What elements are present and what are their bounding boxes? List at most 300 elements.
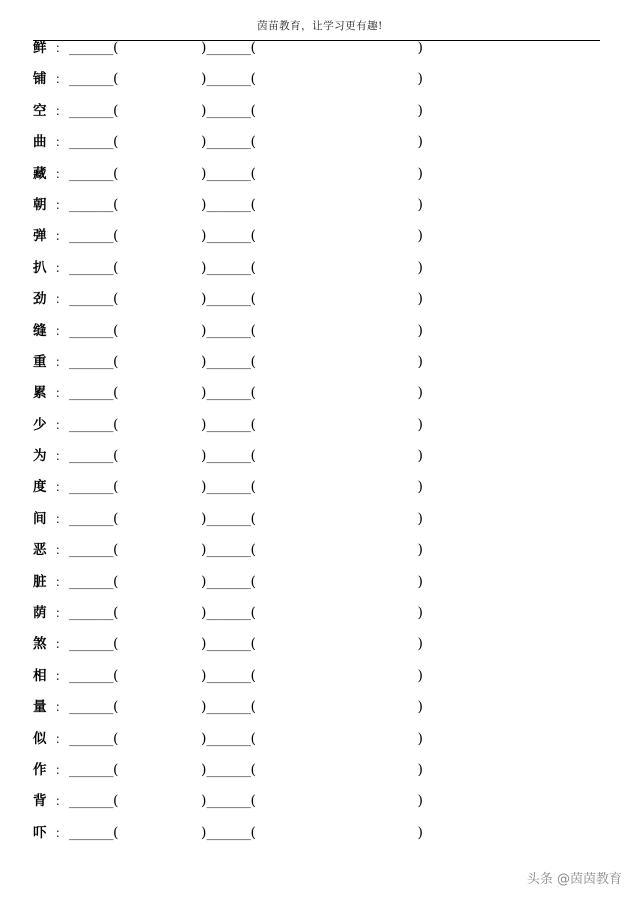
answer-blank[interactable]: ______	[206, 606, 251, 622]
paren-open: (	[112, 573, 119, 590]
paren-close: )	[201, 479, 207, 496]
table-row	[33, 193, 603, 224]
table-row	[33, 162, 603, 193]
colon-separator: ：	[55, 637, 68, 652]
answer-blank[interactable]: ______	[69, 72, 113, 88]
answer-blank[interactable]: ______	[206, 762, 251, 778]
answer-blank[interactable]: ______	[206, 794, 251, 810]
colon-separator: ：	[55, 511, 68, 526]
character-prompt: 缝	[33, 322, 47, 339]
row-answer-slot-2	[351, 228, 423, 244]
row-answer-slot-1	[201, 542, 351, 558]
character-prompt: 间	[33, 510, 47, 527]
answer-blank[interactable]: ______	[69, 229, 113, 245]
paren-open: (	[112, 385, 119, 402]
paren-open: (	[250, 448, 256, 465]
answer-blank[interactable]: ______	[69, 417, 113, 433]
paren-open: (	[250, 824, 256, 841]
paren-open: (	[250, 793, 256, 810]
table-row	[33, 727, 603, 758]
row-answer-slot-1	[201, 825, 351, 841]
row-answer-slot-2	[351, 825, 423, 841]
row-answer-slot-2	[351, 668, 423, 684]
table-row	[33, 632, 603, 663]
paren-close: )	[417, 40, 423, 56]
answer-blank[interactable]: ______	[69, 354, 113, 370]
character-prompt: 鲜	[33, 40, 47, 56]
paren-close: )	[417, 102, 423, 119]
row-prompt	[33, 444, 201, 464]
answer-blank[interactable]: ______	[206, 480, 251, 496]
row-answer-slot-2	[351, 40, 423, 56]
paren-close: )	[201, 793, 207, 810]
row-answer-slot-1	[201, 197, 351, 213]
paren-open: (	[250, 416, 256, 433]
paren-close: )	[417, 793, 423, 810]
paren-open: (	[112, 71, 119, 88]
table-row	[33, 99, 603, 130]
paren-close: )	[417, 824, 423, 841]
paren-open: (	[112, 542, 119, 559]
paren-open: (	[250, 353, 256, 370]
character-prompt: 累	[33, 385, 47, 402]
colon-separator: ：	[55, 354, 68, 369]
row-answer-slot-1	[201, 636, 351, 652]
character-prompt: 似	[33, 730, 47, 747]
answer-blank[interactable]: ______	[69, 511, 113, 527]
paren-close: )	[417, 416, 423, 433]
colon-separator: ：	[55, 417, 68, 432]
paren-open: (	[250, 134, 256, 151]
answer-blank[interactable]: ______	[69, 574, 113, 590]
answer-blank[interactable]: ______	[206, 72, 251, 88]
paren-close: )	[417, 448, 423, 465]
paren-open: (	[250, 699, 256, 716]
character-prompt: 作	[33, 761, 47, 778]
row-answer-slot-2	[351, 479, 423, 495]
row-answer-slot-1	[201, 668, 351, 684]
character-prompt: 煞	[33, 636, 47, 653]
answer-blank[interactable]: ______	[206, 103, 251, 119]
colon-separator: ：	[55, 72, 68, 87]
row-prompt	[33, 287, 201, 307]
answer-blank[interactable]: ______	[206, 41, 251, 56]
exercise-row-list	[33, 36, 603, 852]
row-answer-slot-2	[351, 448, 423, 464]
character-prompt: 朝	[33, 196, 47, 213]
answer-blank[interactable]: ______	[206, 292, 251, 308]
paren-open: (	[250, 730, 256, 747]
row-answer-slot-1	[201, 417, 351, 433]
row-answer-slot-1	[201, 134, 351, 150]
colon-separator: ：	[55, 166, 68, 181]
row-answer-slot-2	[351, 417, 423, 433]
paren-open: (	[250, 542, 256, 559]
row-prompt	[33, 632, 201, 652]
paren-open: (	[112, 40, 119, 56]
table-row	[33, 381, 603, 412]
row-answer-slot-1	[201, 103, 351, 119]
character-prompt: 藏	[33, 165, 47, 182]
colon-separator: ：	[55, 606, 68, 621]
paren-close: )	[417, 636, 423, 653]
paren-close: )	[417, 667, 423, 684]
answer-blank[interactable]: ______	[69, 135, 113, 151]
row-answer-slot-1	[201, 260, 351, 276]
answer-blank[interactable]: ______	[206, 386, 251, 402]
answer-blank[interactable]: ______	[206, 731, 251, 747]
paren-close: )	[417, 479, 423, 496]
character-prompt: 曲	[33, 134, 47, 151]
row-prompt	[33, 601, 201, 621]
paren-close: )	[417, 542, 423, 559]
row-answer-slot-1	[201, 699, 351, 715]
character-prompt: 度	[33, 479, 47, 496]
answer-blank[interactable]: ______	[206, 260, 251, 276]
paren-open: (	[112, 824, 119, 841]
paren-close: )	[201, 636, 207, 653]
row-answer-slot-1	[201, 354, 351, 370]
character-prompt: 劲	[33, 291, 47, 308]
paren-open: (	[112, 353, 119, 370]
character-prompt: 少	[33, 416, 47, 433]
row-answer-slot-2	[351, 511, 423, 527]
paren-close: )	[417, 322, 423, 339]
row-prompt	[33, 789, 201, 809]
paren-open: (	[250, 196, 256, 213]
row-prompt	[33, 130, 201, 150]
paren-close: )	[417, 353, 423, 370]
answer-blank[interactable]: ______	[69, 637, 113, 653]
paren-close: )	[201, 165, 207, 182]
paren-close: )	[417, 605, 423, 622]
paren-open: (	[112, 196, 119, 213]
paren-close: )	[201, 71, 207, 88]
row-answer-slot-1	[201, 71, 351, 87]
row-answer-slot-1	[201, 40, 351, 56]
character-prompt: 扒	[33, 259, 47, 276]
paren-open: (	[250, 259, 256, 276]
colon-separator: ：	[55, 731, 68, 746]
answer-blank[interactable]: ______	[69, 103, 113, 119]
row-prompt	[33, 507, 201, 527]
character-prompt: 重	[33, 353, 47, 370]
answer-blank[interactable]: ______	[69, 260, 113, 276]
paren-open: (	[112, 699, 119, 716]
answer-blank[interactable]: ______	[206, 197, 251, 213]
paren-open: (	[250, 322, 256, 339]
colon-separator: ：	[55, 41, 68, 55]
colon-separator: ：	[55, 700, 68, 715]
paren-open: (	[250, 667, 256, 684]
row-prompt	[33, 67, 201, 87]
row-prompt	[33, 538, 201, 558]
table-row	[33, 224, 603, 255]
paren-open: (	[250, 228, 256, 245]
answer-blank[interactable]: ______	[206, 166, 251, 182]
paren-close: )	[417, 510, 423, 527]
row-answer-slot-1	[201, 574, 351, 590]
paren-open: (	[250, 479, 256, 496]
paren-open: (	[112, 322, 119, 339]
row-answer-slot-2	[351, 103, 423, 119]
paren-open: (	[250, 605, 256, 622]
table-row	[33, 570, 603, 601]
answer-blank[interactable]: ______	[69, 449, 113, 465]
answer-blank[interactable]: ______	[69, 292, 113, 308]
table-row	[33, 507, 603, 538]
answer-blank[interactable]: ______	[69, 41, 113, 56]
table-row	[33, 130, 603, 161]
row-prompt	[33, 162, 201, 182]
row-answer-slot-1	[201, 166, 351, 182]
row-prompt	[33, 664, 201, 684]
character-prompt: 为	[33, 448, 47, 465]
colon-separator: ：	[55, 229, 68, 244]
row-prompt	[33, 821, 201, 841]
row-prompt	[33, 99, 201, 119]
header-title: 茵苗教育，让学习更有趣!	[257, 20, 383, 32]
colon-separator: ：	[55, 762, 68, 777]
paren-close: )	[417, 730, 423, 747]
paren-open: (	[250, 40, 256, 56]
row-answer-slot-2	[351, 323, 423, 339]
answer-blank[interactable]: ______	[206, 574, 251, 590]
paren-close: )	[417, 761, 423, 778]
paren-open: (	[112, 228, 119, 245]
paren-open: (	[112, 793, 119, 810]
row-answer-slot-2	[351, 134, 423, 150]
colon-separator: ：	[55, 260, 68, 275]
answer-blank[interactable]: ______	[69, 480, 113, 496]
paren-close: )	[201, 605, 207, 622]
colon-separator: ：	[55, 794, 68, 809]
row-prompt	[33, 193, 201, 213]
paren-close: )	[417, 573, 423, 590]
colon-separator: ：	[55, 543, 68, 558]
paren-close: )	[201, 196, 207, 213]
row-answer-slot-1	[201, 605, 351, 621]
watermark-label: 头条 @茵茵教育	[526, 872, 622, 887]
paren-close: )	[417, 228, 423, 245]
paren-open: (	[112, 510, 119, 527]
row-answer-slot-1	[201, 762, 351, 778]
answer-blank[interactable]: ______	[69, 323, 113, 339]
answer-blank[interactable]: ______	[69, 197, 113, 213]
paren-close: )	[201, 228, 207, 245]
paren-close: )	[201, 824, 207, 841]
answer-blank[interactable]: ______	[206, 417, 251, 433]
character-prompt: 脏	[33, 573, 47, 590]
colon-separator: ：	[55, 449, 68, 464]
paren-close: )	[417, 71, 423, 88]
paren-open: (	[112, 102, 119, 119]
paren-close: )	[201, 510, 207, 527]
colon-separator: ：	[55, 668, 68, 683]
paren-close: )	[417, 699, 423, 716]
paren-close: )	[201, 353, 207, 370]
character-prompt: 背	[33, 793, 47, 810]
answer-blank[interactable]: ______	[206, 323, 251, 339]
paren-open: (	[112, 667, 119, 684]
character-prompt: 荫	[33, 605, 47, 622]
paren-close: )	[201, 699, 207, 716]
answer-blank[interactable]: ______	[69, 668, 113, 684]
colon-separator: ：	[55, 574, 68, 589]
paren-open: (	[112, 730, 119, 747]
row-answer-slot-1	[201, 511, 351, 527]
table-row	[33, 789, 603, 820]
row-answer-slot-2	[351, 574, 423, 590]
paren-close: )	[201, 448, 207, 465]
paren-close: )	[201, 102, 207, 119]
paren-close: )	[417, 259, 423, 276]
page-header	[0, 18, 640, 33]
table-row	[33, 444, 603, 475]
table-row	[33, 695, 603, 726]
row-answer-slot-2	[351, 71, 423, 87]
character-prompt: 铺	[33, 71, 47, 88]
table-row	[33, 256, 603, 287]
row-answer-slot-2	[351, 197, 423, 213]
table-row	[33, 758, 603, 789]
row-answer-slot-1	[201, 731, 351, 747]
paren-open: (	[250, 291, 256, 308]
row-answer-slot-2	[351, 166, 423, 182]
paren-open: (	[112, 448, 119, 465]
answer-blank[interactable]: ______	[206, 543, 251, 559]
paren-open: (	[112, 479, 119, 496]
row-prompt	[33, 36, 201, 56]
paren-open: (	[112, 165, 119, 182]
paren-close: )	[417, 196, 423, 213]
paren-open: (	[250, 636, 256, 653]
paren-close: )	[417, 291, 423, 308]
answer-blank[interactable]: ______	[69, 386, 113, 402]
answer-blank[interactable]: ______	[206, 229, 251, 245]
character-prompt: 空	[33, 102, 47, 119]
row-answer-slot-2	[351, 762, 423, 778]
colon-separator: ：	[55, 323, 68, 338]
colon-separator: ：	[55, 480, 68, 495]
paren-close: )	[201, 134, 207, 151]
paren-close: )	[201, 542, 207, 559]
paren-close: )	[417, 165, 423, 182]
paren-open: (	[250, 385, 256, 402]
answer-blank[interactable]: ______	[69, 825, 113, 841]
paren-close: )	[417, 134, 423, 151]
row-answer-slot-1	[201, 291, 351, 307]
row-prompt	[33, 475, 201, 495]
answer-blank[interactable]: ______	[69, 166, 113, 182]
paren-open: (	[250, 165, 256, 182]
paren-open: (	[112, 605, 119, 622]
answer-blank[interactable]: ______	[69, 762, 113, 778]
table-row	[33, 36, 603, 67]
row-prompt	[33, 695, 201, 715]
table-row	[33, 319, 603, 350]
paren-open: (	[112, 761, 119, 778]
character-prompt: 吓	[33, 824, 47, 841]
answer-blank[interactable]: ______	[69, 606, 113, 622]
paren-close: )	[201, 761, 207, 778]
answer-blank[interactable]: ______	[206, 700, 251, 716]
row-answer-slot-2	[351, 291, 423, 307]
answer-blank[interactable]: ______	[206, 637, 251, 653]
paren-close: )	[417, 385, 423, 402]
colon-separator: ：	[55, 386, 68, 401]
paren-close: )	[201, 730, 207, 747]
answer-blank[interactable]: ______	[69, 731, 113, 747]
paren-open: (	[250, 510, 256, 527]
table-row	[33, 413, 603, 444]
row-answer-slot-2	[351, 542, 423, 558]
paren-open: (	[250, 71, 256, 88]
table-row	[33, 538, 603, 569]
row-prompt	[33, 727, 201, 747]
row-prompt	[33, 224, 201, 244]
paren-open: (	[112, 259, 119, 276]
paren-open: (	[112, 416, 119, 433]
answer-blank[interactable]: ______	[206, 449, 251, 465]
colon-separator: ：	[55, 825, 68, 840]
watermark	[527, 868, 622, 887]
row-answer-slot-2	[351, 636, 423, 652]
row-prompt	[33, 413, 201, 433]
answer-blank[interactable]: ______	[206, 511, 251, 527]
row-answer-slot-2	[351, 260, 423, 276]
row-answer-slot-1	[201, 448, 351, 464]
table-row	[33, 350, 603, 381]
colon-separator: ：	[55, 135, 68, 150]
paren-close: )	[201, 385, 207, 402]
colon-separator: ：	[55, 292, 68, 307]
table-row	[33, 67, 603, 98]
colon-separator: ：	[55, 103, 68, 118]
table-row	[33, 601, 603, 632]
row-prompt	[33, 570, 201, 590]
paren-close: )	[201, 259, 207, 276]
row-prompt	[33, 381, 201, 401]
row-answer-slot-2	[351, 354, 423, 370]
row-prompt	[33, 319, 201, 339]
paren-open: (	[250, 761, 256, 778]
answer-blank[interactable]: ______	[69, 700, 113, 716]
answer-blank[interactable]: ______	[69, 794, 113, 810]
row-answer-slot-2	[351, 731, 423, 747]
answer-blank[interactable]: ______	[206, 135, 251, 151]
answer-blank[interactable]: ______	[206, 354, 251, 370]
row-answer-slot-1	[201, 385, 351, 401]
paren-close: )	[201, 291, 207, 308]
row-answer-slot-2	[351, 605, 423, 621]
paren-open: (	[250, 102, 256, 119]
answer-blank[interactable]: ______	[206, 825, 251, 841]
table-row	[33, 664, 603, 695]
paren-close: )	[201, 322, 207, 339]
row-answer-slot-1	[201, 323, 351, 339]
row-answer-slot-2	[351, 699, 423, 715]
answer-blank[interactable]: ______	[69, 543, 113, 559]
row-answer-slot-1	[201, 793, 351, 809]
paren-open: (	[250, 573, 256, 590]
row-answer-slot-2	[351, 793, 423, 809]
character-prompt: 相	[33, 667, 47, 684]
paren-close: )	[201, 573, 207, 590]
answer-blank[interactable]: ______	[206, 668, 251, 684]
paren-open: (	[112, 291, 119, 308]
colon-separator: ：	[55, 197, 68, 212]
